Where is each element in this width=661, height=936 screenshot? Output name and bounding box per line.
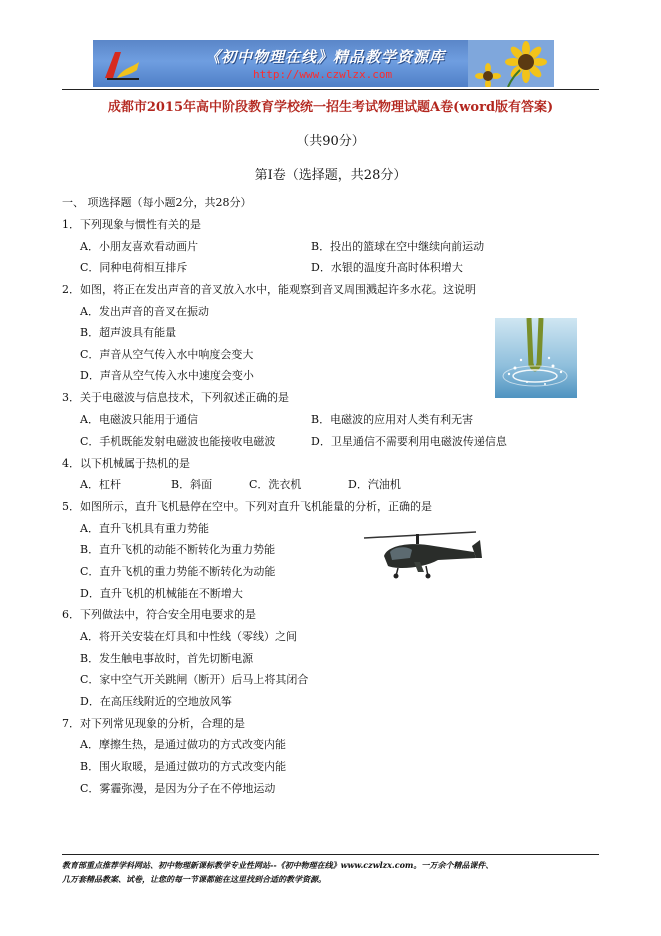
question-option: A．小朋友喜欢看动画片 bbox=[80, 240, 198, 253]
footer-divider bbox=[62, 854, 599, 855]
tuning-fork-water-figure bbox=[495, 318, 577, 398]
question-option: A．杠杆 bbox=[80, 478, 121, 491]
question-option: C．手机既能发射电磁波也能接收电磁波 bbox=[80, 435, 276, 448]
question-stem: 1．下列现象与惯性有关的是 bbox=[62, 218, 201, 231]
question-option: C．声音从空气传入水中响度会变大 bbox=[80, 348, 254, 361]
question-option: A．摩擦生热，是通过做功的方式改变内能 bbox=[80, 738, 286, 751]
banner-title: 《初中物理在线》精品教学资源库 bbox=[205, 48, 446, 66]
part-heading: 一、 项选择题（每小题2分，共28分） bbox=[62, 196, 252, 209]
question-stem: 3．关于电磁波与信息技术，下列叙述正确的是 bbox=[62, 391, 289, 404]
header-divider bbox=[62, 89, 599, 90]
footer-line: 几万套精品教案、试卷，让您的每一节课都能在这里找到合适的教学资源。 bbox=[62, 874, 326, 884]
question-option: A．将开关安装在灯具和中性线（零线）之间 bbox=[80, 630, 297, 643]
question-option: D．卫星通信不需要利用电磁波传递信息 bbox=[311, 435, 507, 448]
question-option: C．家中空气开关跳闸（断开）后马上将其闭合 bbox=[80, 673, 309, 686]
question-option: B．围火取暖，是通过做功的方式改变内能 bbox=[80, 760, 287, 773]
question-option: B．超声波具有能量 bbox=[80, 326, 177, 339]
footer-line: 教育部重点推荐学科网站、初中物理新课标教学专业性网站--《初中物理在线》www.czwlzx.com。一万余个精品课件、 bbox=[62, 860, 494, 870]
question-stem: 7．对下列常见现象的分析，合理的是 bbox=[62, 717, 245, 730]
helicopter-figure bbox=[354, 528, 486, 580]
question-option: C．直升飞机的重力势能不断转化为动能 bbox=[80, 565, 276, 578]
question-option: D．在高压线附近的空地放风筝 bbox=[80, 695, 232, 708]
question-option: D．水银的温度升高时体积增大 bbox=[311, 261, 463, 274]
question-option: C．雾霾弥漫，是因为分子在不停地运动 bbox=[80, 782, 276, 795]
document-title: 成都市2015年高中阶段教育学校统一招生考试物理试题A卷(word版有答案) bbox=[107, 100, 554, 115]
question-option: B．发生触电事故时，首先切断电源 bbox=[80, 652, 254, 665]
question-option: A．电磁波只能用于通信 bbox=[80, 413, 198, 426]
question-option: D．汽油机 bbox=[348, 478, 401, 491]
total-score: （共90分） bbox=[296, 134, 365, 149]
question-option: B．投出的篮球在空中继续向前运动 bbox=[311, 240, 485, 253]
question-stem: 2．如图，将正在发出声音的音叉放入水中，能观察到音叉周围溅起许多水花。这说明 bbox=[62, 283, 476, 296]
question-stem: 6．下列做法中，符合安全用电要求的是 bbox=[62, 608, 256, 621]
header-banner bbox=[93, 40, 554, 87]
question-option: D．直升飞机的机械能在不断增大 bbox=[80, 587, 243, 600]
site-logo-icon bbox=[101, 46, 141, 82]
question-option: B．电磁波的应用对人类有利无害 bbox=[311, 413, 474, 426]
question-option: A．直升飞机具有重力势能 bbox=[80, 522, 209, 535]
question-option: C．同种电荷相互排斥 bbox=[80, 261, 188, 274]
banner-url[interactable]: http://www.czwlzx.com bbox=[253, 68, 393, 81]
question-option: A．发出声音的音叉在振动 bbox=[80, 305, 209, 318]
question-option: B．直升飞机的动能不断转化为重力势能 bbox=[80, 543, 276, 556]
question-option: D．声音从空气传入水中速度会变小 bbox=[80, 369, 254, 382]
question-option: B．斜面 bbox=[171, 478, 213, 491]
question-option: C．洗衣机 bbox=[249, 478, 302, 491]
sunflower-image bbox=[468, 40, 554, 87]
section-title: 第Ⅰ卷（选择题，共28分） bbox=[254, 168, 407, 183]
question-stem: 4．以下机械属于热机的是 bbox=[62, 457, 190, 470]
question-stem: 5．如图所示，直升飞机悬停在空中。下列对直升飞机能量的分析，正确的是 bbox=[62, 500, 432, 513]
